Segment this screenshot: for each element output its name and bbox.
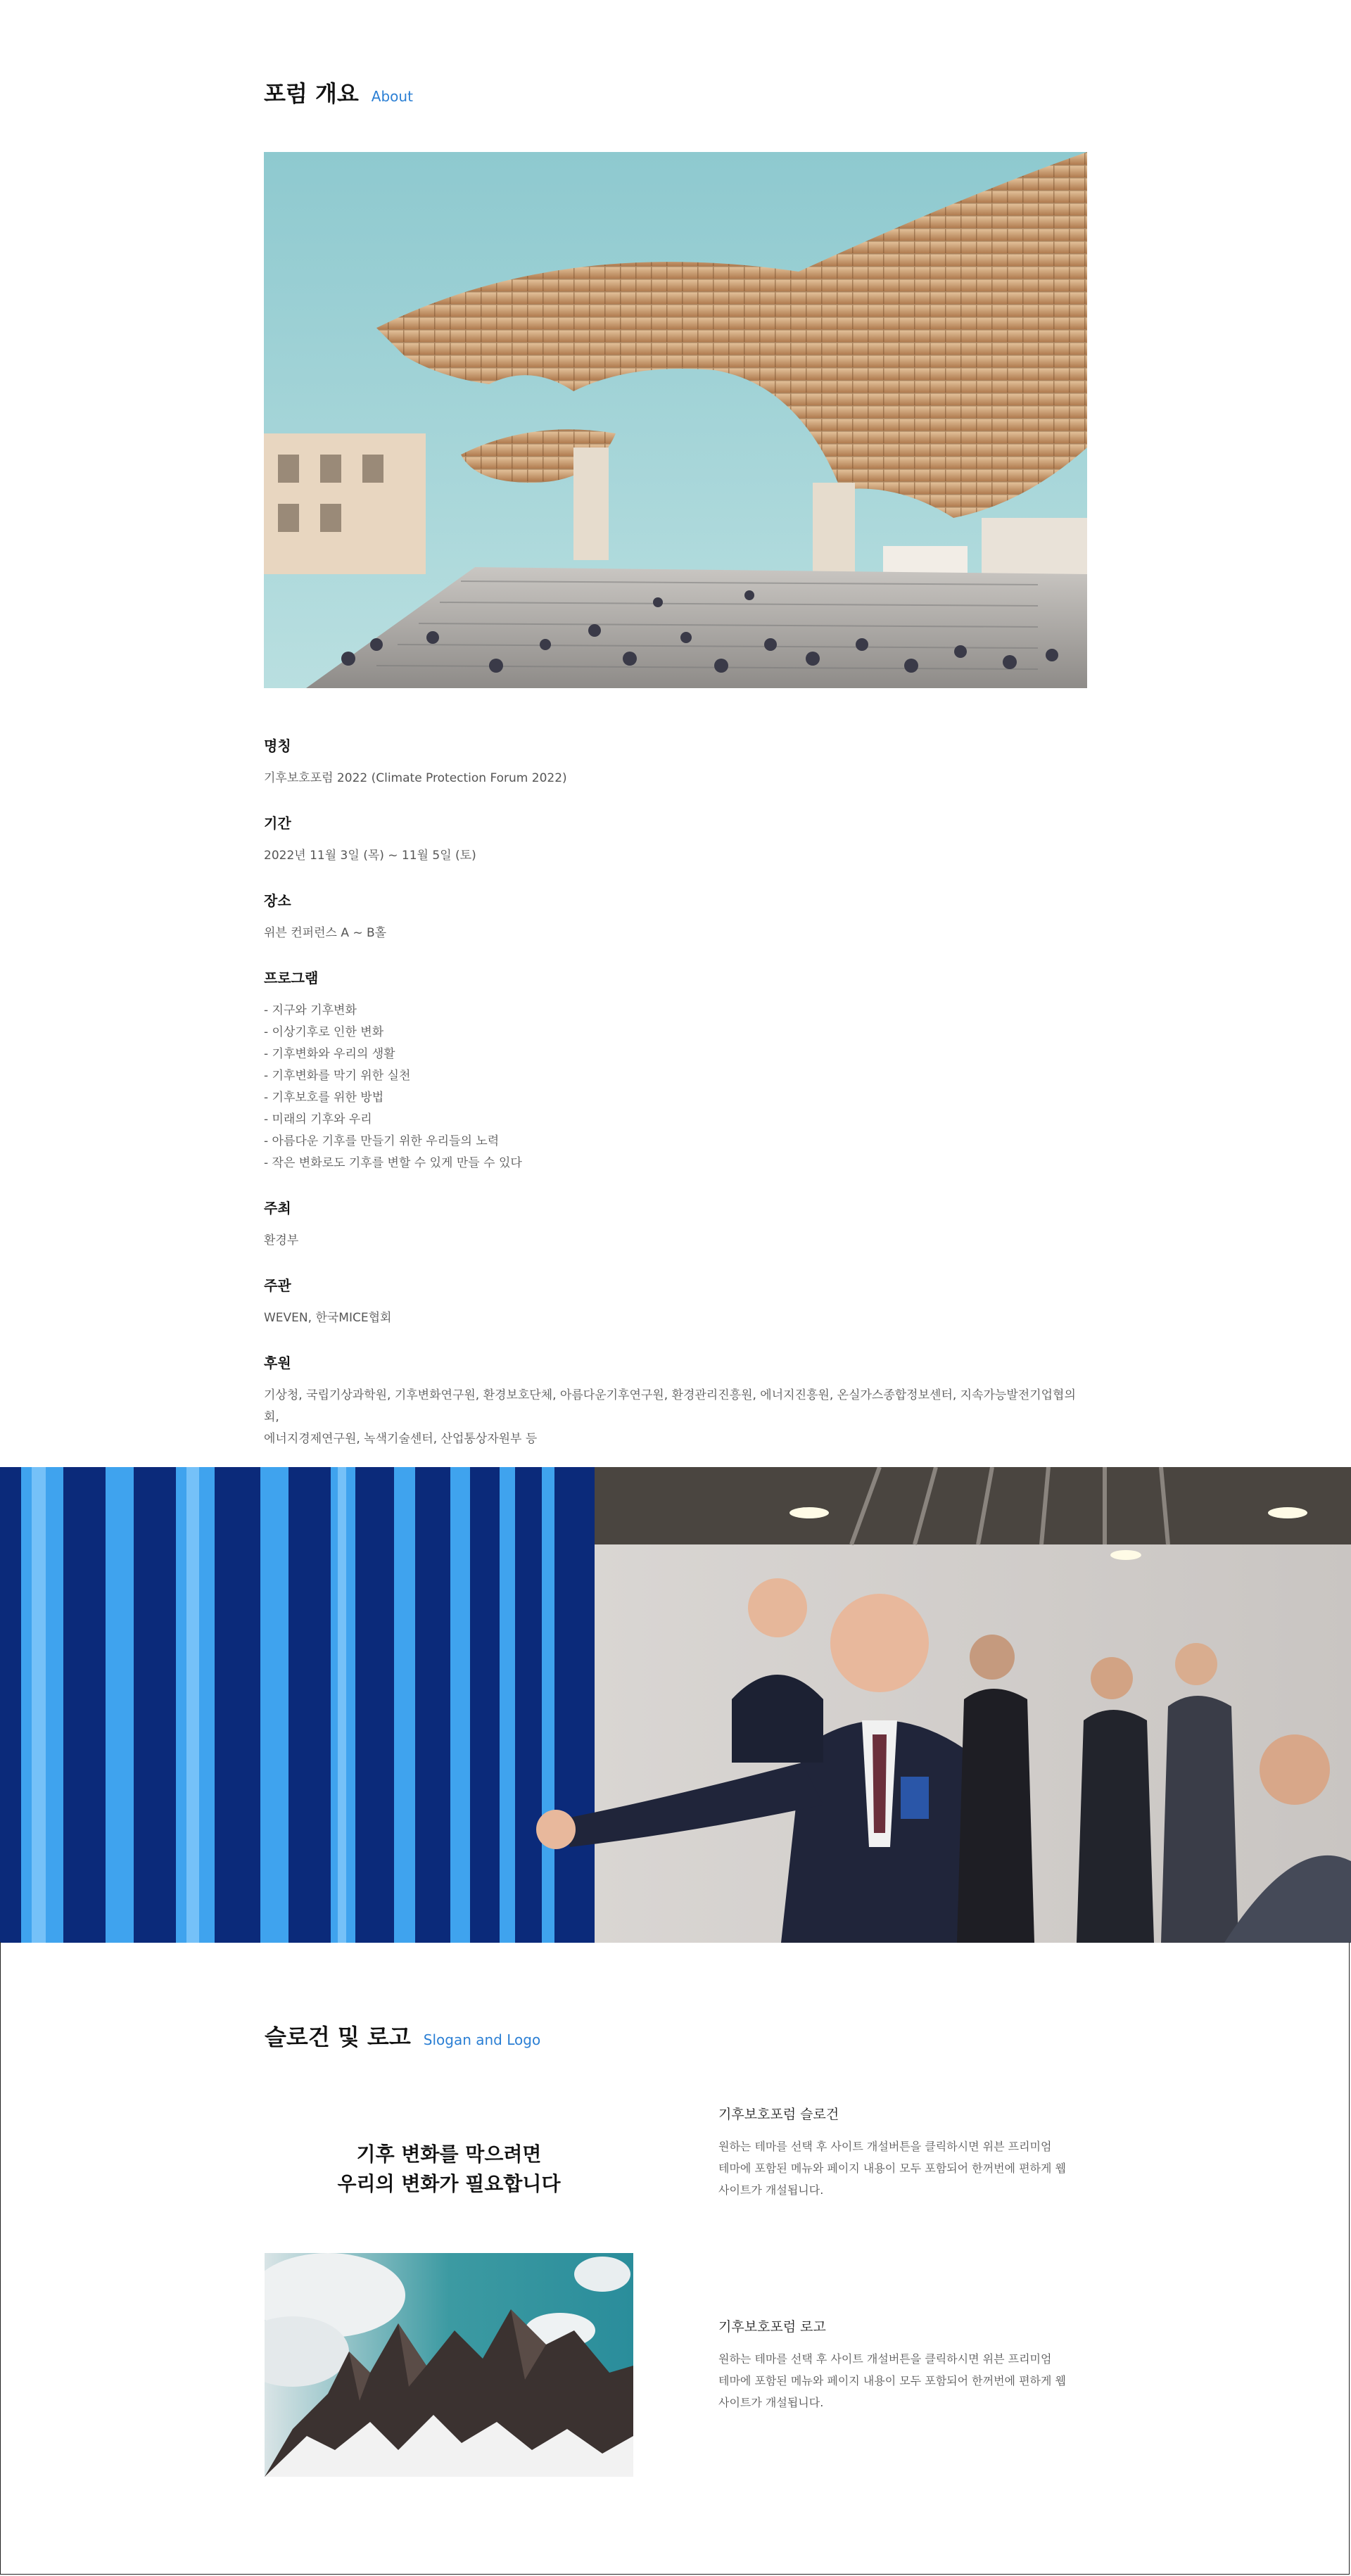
info-period — [264, 812, 1087, 867]
info-sponsor — [264, 1352, 1087, 1450]
info-label: 프로그램 — [264, 970, 319, 986]
about-heading — [264, 76, 413, 108]
list-item: - 지구와 기후변화 — [264, 1003, 357, 1017]
list-item: - 아름다운 기후를 만들기 위한 우리들의 노력 — [264, 1134, 500, 1148]
info-value: 2022년 11월 3일 (목) ~ 11월 5일 (토) — [264, 849, 476, 863]
venue-hero-image — [264, 152, 1087, 688]
slogan-line-2: 우리의 변화가 필요합니다 — [337, 2172, 561, 2195]
info-venue — [264, 889, 1087, 944]
info-label: 후원 — [264, 1354, 291, 1371]
slogan-title-en: Slogan and Logo — [423, 2031, 541, 2048]
list-item: - 작은 변화로도 기후를 변할 수 있게 만들 수 있다 — [264, 1156, 522, 1170]
slogan-text — [265, 2124, 633, 2215]
info-label: 주최 — [264, 1200, 291, 1217]
list-item: - 미래의 기후와 우리 — [264, 1112, 372, 1127]
info-value: 위븐 컨퍼런스 A ~ B홀 — [264, 926, 387, 940]
logo-desc-line: 원하는 테마를 선택 후 사이트 개설버튼을 클릭하시면 위븐 프리미엄 — [718, 2352, 1052, 2366]
info-organizer — [264, 1274, 1087, 1329]
list-item: - 기후변화와 우리의 생활 — [264, 1047, 395, 1061]
info-label: 주관 — [264, 1277, 291, 1294]
slogan-desc-line: 사이트가 개설됩니다. — [718, 2183, 824, 2197]
slogan-desc-title: 기후보호포럼 슬로건 — [718, 2107, 839, 2122]
info-value: WEVEN, 한국MICE협회 — [264, 1311, 392, 1325]
slogan-title-ko: 슬로건 및 로고 — [265, 2024, 411, 2050]
list-item: - 기후변화를 막기 위한 실천 — [264, 1069, 411, 1083]
logo-desc-title: 기후보호포럼 로고 — [718, 2319, 826, 2335]
list-item: - 기후보호를 위한 방법 — [264, 1091, 384, 1105]
slogan-desc-line: 테마에 포함된 메뉴와 페이지 내용이 모두 포함되어 한꺼번에 편하게 웹 — [718, 2162, 1066, 2175]
about-title-ko: 포럼 개요 — [264, 80, 359, 107]
info-label: 명칭 — [264, 737, 291, 754]
list-item: - 이상기후로 인한 변화 — [264, 1025, 384, 1039]
speaker-banner-image — [0, 1467, 1351, 1943]
info-label: 장소 — [264, 892, 291, 909]
info-value: 기후보호포럼 2022 (Climate Protection Forum 2022) — [264, 771, 567, 785]
slogan-logo-section — [0, 1942, 1350, 2575]
logo-description — [718, 2316, 1084, 2413]
slogan-heading — [265, 2019, 540, 2052]
forum-info — [264, 735, 1087, 1473]
slogan-line-1: 기후 변화를 막으려면 — [356, 2143, 542, 2166]
info-label: 기간 — [264, 815, 291, 832]
info-value: 에너지경제연구원, 녹색기술센터, 산업통상자원부 등 — [264, 1432, 538, 1446]
info-value: 기상청, 국립기상과학원, 기후변화연구원, 환경보호단체, 아름다운기후연구원, 환경관리진흥원, 에너지진흥원, 온실가스종합정보센터, 지속가능발전기업협의회, — [264, 1388, 1076, 1424]
info-host — [264, 1197, 1087, 1252]
slogan-desc-line: 원하는 테마를 선택 후 사이트 개설버튼을 클릭하시면 위븐 프리미엄 — [718, 2140, 1052, 2153]
logo-desc-line: 사이트가 개설됩니다. — [718, 2396, 824, 2409]
info-name — [264, 735, 1087, 789]
about-title-en: About — [371, 88, 413, 105]
info-value: 환경부 — [264, 1233, 299, 1248]
program-list — [264, 1000, 1087, 1174]
info-program — [264, 967, 1087, 1174]
logo-image — [265, 2253, 633, 2477]
logo-desc-line: 테마에 포함된 메뉴와 페이지 내용이 모두 포함되어 한꺼번에 편하게 웹 — [718, 2374, 1066, 2387]
slogan-description — [718, 2104, 1084, 2201]
